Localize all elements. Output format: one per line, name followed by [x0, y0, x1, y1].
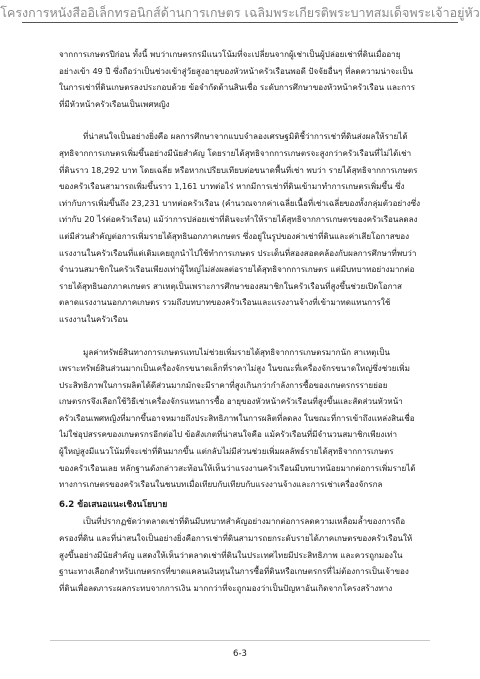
text-line: ที่ดินเพื่อลดภาระผลกระทบจากการเงิน มากกว่าที่จะถูกมองว่าเป็นปัญหาอันเกิดจากโครงสร้างทาง — [59, 582, 393, 593]
text-line: สูงขึ้นอย่างมีนัยสำคัญ แสดงให้เห็นว่าตลาดเช่าที่ดินในประเทศไทยมีประสิทธิภาพ และควรถูกมองใน — [59, 549, 403, 560]
paragraph — [59, 513, 433, 596]
text-line: ฐานะทางเลือกสำหรับเกษตรกรที่ขาดแคลนเงินทุนในการซื้อที่ดินหรือเกษตรกรที่ไม่ต้องการเป็นเจ้าของ — [59, 566, 409, 577]
section-heading: 6.2 ข้อเสนอแนะเชิงนโยบาย — [59, 499, 168, 510]
text-line: ผู้ใหญ่สูงมีแนวโน้มที่จะเช่าที่ดินมากขึ้น แต่กลับไม่มีส่วนช่วยเพิ่มผลลัพธ์รายได้สุทธิจากการเกษตร — [59, 446, 394, 457]
text-line: สุทธิจากการเกษตรเพิ่มขึ้นอย่างมีนัยสำคัญ โดยรายได้สุทธิจากการเกษตรจะสูงกว่าครัวเรือนที่ไม่ได้เช่า — [59, 147, 412, 158]
page-number: 6-3 — [233, 649, 247, 659]
text-line: ที่น่าสนใจเป็นอย่างยิ่งคือ ผลการศึกษาจากแบบจำลองเศรษฐมิติชี้ว่าการเช่าที่ดินส่งผลให้รายได้ — [83, 131, 408, 142]
text-line: แรงงานในครัวเรือนที่แต่เดิมเคยถูกนำไปใช้ทำการเกษตร ประเด็นที่สองสอดคล้องกับผลการศึกษาที่พบว่า — [59, 247, 417, 258]
paragraph-spacer — [59, 112, 433, 128]
text-line: เป็นที่ปรากฏชัดว่าตลาดเช่าที่ดินมีบทบาทสำคัญอย่างมากต่อการลดความเหลื่อมล้ำของการถือ — [83, 516, 406, 527]
header-title: โครงการหนังสืออิเล็กทรอนิกส์ด้านการเกษตร เฉลิมพระเกียรติพระบาทสมเด็จพระเจ้าอยู่หัว — [0, 5, 480, 20]
text-line: แรงงานในครัวเรือน — [59, 313, 128, 324]
footer-rule — [50, 640, 430, 641]
text-line: เพราะทรัพย์สินส่วนมากเป็นเครื่องจักรขนาดเล็กที่ราคาไม่สูง ในขณะที่เครื่องจักรขนาดใหญ่ซึ่งช่วยเพิ่ม — [59, 363, 410, 374]
text-line: เท่ากับการเพิ่มขึ้นถึง 23,231 บาทต่อครัวเรือน (คำนวณจากค่าเฉลี่ยเนื้อที่เช่าเฉลี่ยของทั้งกลุ่มตัวอย่างซึ่ง — [59, 197, 421, 208]
paragraph — [59, 128, 433, 327]
page-body — [59, 46, 433, 596]
text-line: ที่ดินราว 18,292 บาท โดยเฉลี่ย หรือหากเปรียบเทียบต่อขนาดพื้นที่เช่า พบว่า รายได้สุทธิจากการเกษตร — [59, 164, 418, 175]
text-line: ที่มีหัวหน้าครัวเรือนเป็นเพศหญิง — [59, 98, 170, 109]
paragraph-spacer — [59, 328, 433, 344]
text-line: จำนวนสมาชิกในครัวเรือนเพียงเท่าผู้ใหญ่ไม่ส่งผลต่อรายได้สุทธิจากการเกษตร แต่มีบทบาทอย่างมากต่อ — [59, 264, 415, 275]
text-line: ไม่ใช่อุปสรรคของเกษตรกรอีกต่อไป ข้อสังเกตที่น่าสนใจคือ แม้ครัวเรือนที่มีจำนวนสมาชิกเพียงเท่า — [59, 429, 397, 440]
text-line: เกษตรกรจึงเลือกใช้วิธีเช่าเครื่องจักรแทนการซื้อ อายุของหัวหน้าครัวเรือนที่สูงขึ้นและสัดส่วนหัวหน้า — [59, 396, 403, 407]
text-line: มูลค่าทรัพย์สินทางการเกษตรแทบไม่ช่วยเพิ่มรายได้สุทธิจากการเกษตรมากนัก สาเหตุเป็น — [83, 346, 390, 357]
running-header — [0, 0, 480, 24]
paragraph — [59, 344, 433, 493]
text-line: ประสิทธิภาพในการผลิตได้ดีส่วนมากมักจะมีราคาที่สูงเกินกว่ากำลังการซื้อของเกษตรกรรายย่อย — [59, 379, 388, 390]
text-line: ครองที่ดิน และที่น่าสนใจเป็นอย่างยิ่งคือการเช่าที่ดินสามารถยกระดับรายได้ภาคเกษตรของครัวเรือนให้ — [59, 533, 413, 544]
paragraph — [59, 46, 433, 112]
text-line: ครัวเรือนเพศหญิงที่มากขึ้นอาจหมายถึงประสิทธิภาพในการผลิตที่ลดลง ในขณะที่การเข้าถึงแหล่งสินเชื่อ — [59, 412, 415, 423]
text-line: แต่มีส่วนสำคัญต่อการเพิ่มรายได้สุทธินอกภาคเกษตร ซึ่งอยู่ในรูปของค่าเช่าที่ดินและค่าเสียโอกาสของ — [59, 230, 410, 241]
text-line: ตลาดแรงงานนอกภาคเกษตร รวมถึงบทบาทของครัวเรือนและแรงงานจ้างที่เข้ามาทดแทนการใช้ — [59, 297, 391, 308]
text-line: ของครัวเรือนสามารถเพิ่มขึ้นราว 1,161 บาทต่อไร่ หากมีการเช่าที่ดินเข้ามาทำการเกษตรเพิ่มขึ้น ซึ่ง — [59, 181, 405, 192]
text-line: ในการเช่าที่ดินเกษตรลงประกอบด้วย ข้อจำกัดด้านสินเชื่อ ระดับการศึกษาของหัวหน้าครัวเรือน และการ — [59, 82, 416, 93]
text-line: ของครัวเรือนเลย หลักฐานดังกล่าวสะท้อนให้เห็นว่าแรงงานครัวเรือนมีบทบาทน้อยมากต่อการเพิ่มรายได้ — [59, 462, 416, 473]
header-rule — [22, 22, 458, 23]
text-line: จากการเกษตรปีก่อน ทั้งนี้ พบว่าเกษตรกรมีแนวโน้มที่จะเปลี่ยนจากผู้เช่าเป็นผู้ปล่อยเช่าที่ดินเมื่ออายุ — [59, 49, 401, 59]
text-line: อย่างเข้า 49 ปี ซึ่งถือว่าเป็นช่วงเข้าสู่วัยสูงอายุของหัวหน้าครัวเรือนพอดี ปัจจัยอื่นๆ ที่ลดความน่าจะเป็น — [59, 65, 414, 76]
text-line: เท่ากับ 20 ไร่ต่อครัวเรือน) แม้ว่าการปล่อยเช่าที่ดินจะทำให้รายได้สุทธิจากการเกษตรของครัวเรือนลดลง — [59, 214, 418, 225]
text-line: รายได้สุทธินอกภาคเกษตร สาเหตุเป็นเพราะการศึกษาของสมาชิกในครัวเรือนที่สูงขึ้นช่วยเปิดโอกาส — [59, 280, 402, 291]
text-line: ทางการเกษตรของครัวเรือนในชนบทเมื่อเทียบกับเทียบกับแรงงานจ้างและการเช่าเครื่องจักรกล — [59, 479, 383, 490]
